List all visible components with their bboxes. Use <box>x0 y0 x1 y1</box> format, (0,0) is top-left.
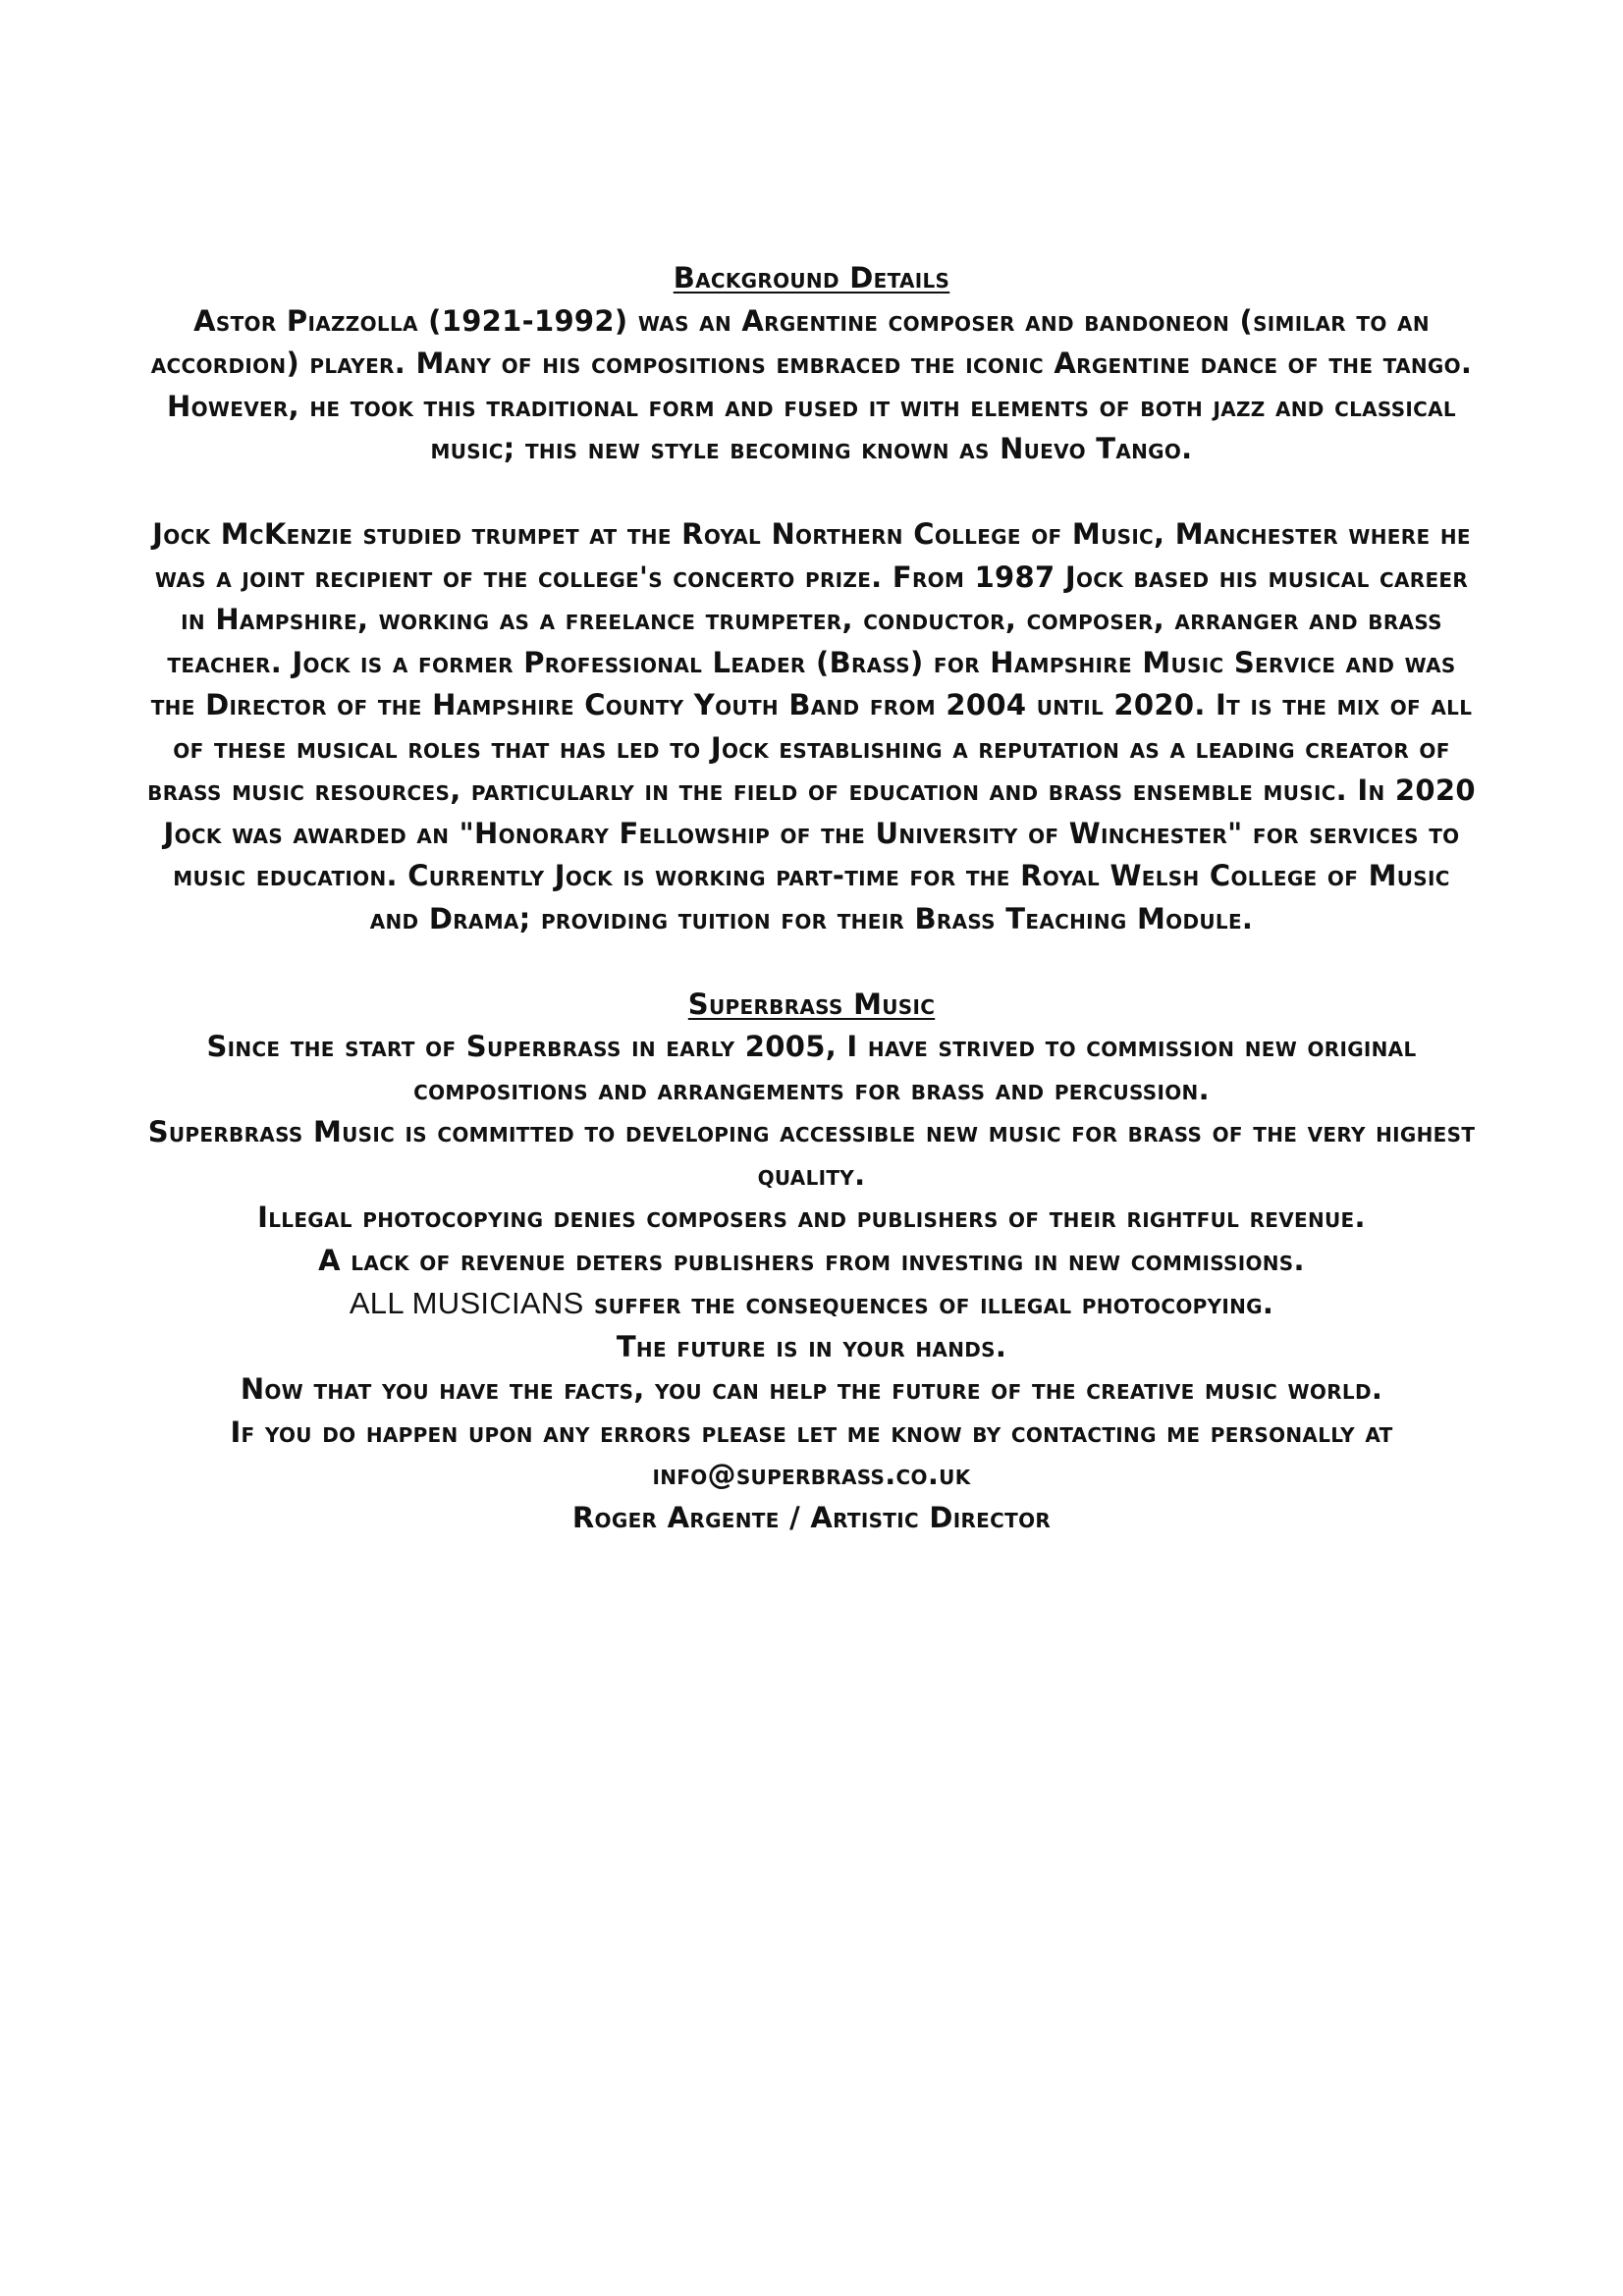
mckenzie-paragraph: Jock McKenzie studied trumpet at the Royal Northern College of Music, Manchester where he was a joint recipient of the college's concerto prize. From 1987 Jock based his musical career in Hampshire, working as a freelance trumpeter, conductor, composer, arranger and brass teacher. Jock is a former Professional Leader (Brass) for Hampshire Music Service and was the Director of the Hampshire County Youth Band from 2004 until 2020. It is the mix of all of these musical roles that has led to Jock establishing a reputation as a leading creator of brass music resources, particularly in the field of education and brass ensemble music. In 2020 Jock was awarded an "Honorary Fellowship of the University of Winchester" for services to music education. Currently Jock is working part-time for the Royal Welsh College of Music and Drama; providing tuition for their Brass Teaching Module. <box>147 517 1476 935</box>
superbrass-line-commission: Since the start of Superbrass in early 2005, I have strived to commission new original compositions and arrangements for brass and percussion. <box>206 1030 1417 1106</box>
superbrass-line-illegal: Illegal photocopying denies composers and publishers of their rightful revenue. <box>257 1201 1366 1234</box>
superbrass-line-musicians <box>147 1282 1476 1326</box>
musicians-line-rest: suffer the consequences of illegal photocopying. <box>583 1287 1274 1320</box>
superbrass-line-committed: Superbrass Music is committed to developing accessible new music for brass of the very highest quality. <box>147 1115 1476 1192</box>
background-details-heading: Background Details <box>673 261 950 294</box>
signature-line: Roger Argente / Artistic Director <box>571 1500 1052 1534</box>
superbrass-line-facts: Now that you have the facts, you can help the future of the creative music world. <box>240 1372 1383 1406</box>
superbrass-music-heading: Superbrass Music <box>687 987 936 1021</box>
document-page <box>147 257 1476 1539</box>
superbrass-line-errors: If you do happen upon any errors please let me know by contacting me personally at <box>230 1415 1393 1449</box>
piazzolla-paragraph: Astor Piazzolla (1921-1992) was an Argentine composer and bandoneon (similar to an accordion) player. Many of his compositions embraced the iconic Argentine dance of the tango. However, he took this traditional form and fused it with elements of both jazz and classical music; this new style becoming known as Nuevo Tango. <box>150 303 1473 465</box>
section-spacer <box>147 940 1476 984</box>
contact-email: info@superbrass.co.uk <box>652 1458 971 1491</box>
all-musicians-emphasis: ALL MUSICIANS <box>349 1286 584 1320</box>
superbrass-line-revenue: A lack of revenue deters publishers from investing in new commissions. <box>318 1243 1305 1277</box>
superbrass-line-future: The future is in your hands. <box>616 1329 1007 1363</box>
paragraph-spacer <box>147 471 1476 514</box>
